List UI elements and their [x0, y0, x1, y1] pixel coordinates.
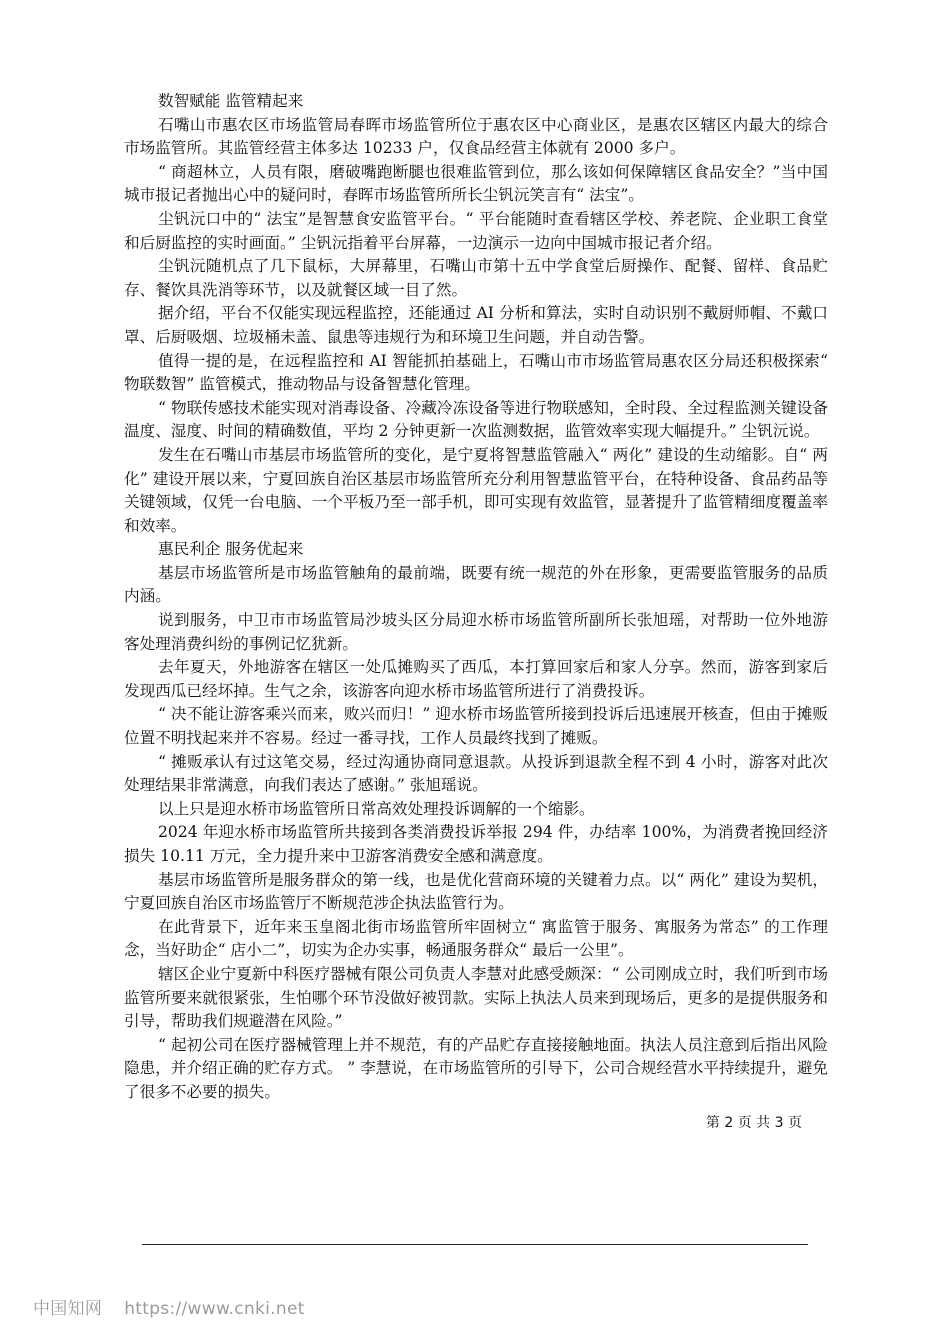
paragraph: “ 摊贩承认有过这笔交易，经过沟通协商同意退款。从投诉到退款全程不到 4 小时，游客对此次处理结果非常满意，向我们表达了感谢。” 张旭瑶说。 — [124, 752, 828, 795]
section-heading: 数智赋能 监管精起来 — [158, 92, 304, 110]
paragraph: “ 起初公司在医疗器械管理上并不规范，有的产品贮存直接接触地面。执法人员注意到后指出风险隐患，并介绍正确的贮存方式。 ” 李慧说，在市场监管所的引导下，公司合规经营水平持续提升，避免了很多不必要的损失。 — [124, 1035, 829, 1101]
paragraph: “ 决不能让游客乘兴而来，败兴而归！” 迎水桥市场监管所接到投诉后迅速展开核查，但由于摊贩位置不明找起来并不容易。经过一番寻找，工作人员最终找到了摊贩。 — [124, 705, 828, 748]
paragraph: 尘钒沅口中的“ 法宝”是智慧食安监管平台。“ 平台能随时查看辖区学校、养老院、企业职工食堂和后厨监控的实时画面。” 尘钒沅指着平台屏幕，一边演示一边向中国城市报记者介绍。 — [124, 209, 828, 252]
watermark-url: https://www.cnki.net — [124, 1299, 305, 1319]
paragraph: 在此背景下，近年来玉皇阁北街市场监管所牢固树立“ 寓监管于服务、寓服务为常态” 的工作理念，当好助企“ 店小二”，切实为企办实事，畅通服务群众“ 最后一公里”。 — [124, 917, 828, 960]
paragraph: 2024 年迎水桥市场监管所共接到各类消费投诉举报 294 件，办结率 100%，为消费者挽回经济损失 10.11 万元，全力提升来中卫游客消费安全感和满意度。 — [124, 823, 828, 865]
section-heading: 惠民利企 服务优起来 — [158, 540, 304, 559]
paragraph: 值得一提的是，在远程监控和 AI 智能抓拍基础上，石嘴山市市场监管局惠农区分局还积极探索“ 物联数智” 监管模式，推动物品与设备智慧化管理。 — [124, 351, 828, 394]
paragraph: 说到服务，中卫市市场监管局沙坡头区分局迎水桥市场监管所副所长张旭瑶，对帮助一位外地游客处理消费纠纷的事例记忆犹新。 — [124, 611, 828, 653]
paragraph: 基层市场监管所是市场监管触角的最前端，既要有统一规范的外在形象，更需要监管服务的品质内涵。 — [124, 563, 828, 606]
paragraph: “ 商超林立，人员有限，磨破嘴跑断腿也很难监管到位，那么该如何保障辖区食品安全？”当中国城市报记者抛出心中的疑问时，春晖市场监管所所长尘钒沅笑言有“ 法宝”。 — [124, 162, 828, 205]
paragraph: 基层市场监管所是服务群众的第一线，也是优化营商环境的关键着力点。以“ 两化” 建设为契机，宁夏回族自治区市场监管厅不断规范涉企执法监管行为。 — [124, 870, 828, 913]
watermark-brand: 中国知网 — [33, 1299, 103, 1319]
paragraph: 去年夏天，外地游客在辖区一处瓜摊购买了西瓜，本打算回家后和家人分享。然而，游客到家后发现西瓜已经坏掉。生气之余，该游客向迎水桥市场监管所进行了消费投诉。 — [124, 658, 828, 700]
paragraph: “ 物联传感技术能实现对消毒设备、冷藏冷冻设备等进行物联感知，全时段、全过程监测关键设备温度、湿度、时间的精确数值，平均 2 分钟更新一次监测数据，监管效率实现大幅提升。” 尘钒沅说。 — [124, 398, 828, 441]
watermark — [33, 1294, 327, 1319]
paragraph: 发生在石嘴山市基层市场监管所的变化，是宁夏将智慧监管融入“ 两化” 建设的生动缩影。自“ 两化” 建设开展以来，宁夏回族自治区基层市场监管所充分利用智慧监管平台，在特种设备、食品药品等关键领域，仅凭一台电脑、一个平板乃至一部手机，即可实现有效监管，显著提升了监管精细度覆盖率和效率。 — [124, 445, 828, 535]
paragraph: 以上只是迎水桥市场监管所日常高效处理投诉调解的一个缩影。 — [158, 799, 595, 818]
paragraph: 石嘴山市惠农区市场监管局春晖市场监管所位于惠农区中心商业区，是惠农区辖区内最大的综合市场监管所。其监管经营主体多达 10233 户，仅食品经营主体就有 2000 多户。 — [124, 115, 828, 158]
paragraph: 尘钒沅随机点了几下鼠标，大屏幕里，石嘴山市第十五中学食堂后厨操作、配餐、留样、食品贮存、餐饮具洗消等环节，以及就餐区域一目了然。 — [124, 257, 828, 299]
paragraph: 辖区企业宁夏新中科医疗器械有限公司负责人李慧对此感受颇深：“ 公司刚成立时，我们听到市场监管所要来就很紧张，生怕哪个环节没做好被罚款。实际上执法人员来到现场后，更多的是提供服务和引导，帮助我们规避潜在风险。” — [124, 964, 828, 1031]
footer-divider — [142, 1244, 808, 1245]
page-number: 第 2 页 共 3 页 — [705, 1115, 802, 1131]
paragraph: 据介绍，平台不仅能实现远程监控，还能通过 AI 分析和算法，实时自动识别不戴厨师帽、不戴口罩、后厨吸烟、垃圾桶未盖、鼠患等违规行为和环境卫生问题，并自动告警。 — [124, 304, 828, 346]
article-body — [124, 90, 828, 1105]
